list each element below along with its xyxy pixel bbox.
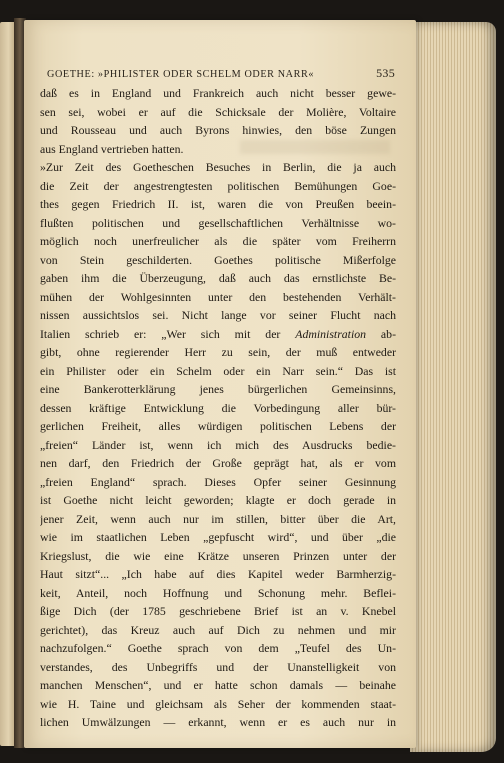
running-title: GOETHE: »PHILISTER ODER SCHELM ODER NARR«: [47, 69, 315, 80]
text-line: jener Zeit, wenn auch nur im stillen, bitter über die Art,: [40, 511, 396, 526]
emphasized-term: Administration: [295, 326, 367, 341]
stacked-page-edges: [410, 22, 496, 752]
text-line: und Rousseau und auch Byrons hinwies, den böse Zungen: [40, 123, 396, 137]
text-line: ein Philister oder ein Schelm oder ein Narr sein.“ Das ist: [40, 363, 396, 378]
text-line: nissen aussichtslos sei. Nicht lange vor seiner Flucht nach: [40, 308, 396, 322]
page-number: 535: [376, 66, 395, 80]
text-line: ßige Dich (der 1785 geschriebene Brief ist an v. Knebel: [40, 604, 396, 618]
text-line: wie im staatlichen Leben „gepfuscht wird“, und über „die: [40, 530, 396, 544]
text-line: »Zur Zeit des Goetheschen Besuches in Berlin, die ja auch: [40, 160, 396, 174]
text-line: „freien“ Länder ist, wenn ich mich des Ausdrucks bedie-: [40, 437, 396, 452]
text-line: gibt, ohne regierender Herr zu sein, der muß entweder: [40, 345, 396, 359]
text-line: daß es in England und Frankreich auch nicht besser gewe-: [40, 86, 396, 100]
text-line: manchen Menschen“, und er hatte schon damals — beinahe: [40, 678, 396, 692]
text-line: keit, Anteil, noch Hoffnung und Schonung mehr. Beflei-: [40, 585, 396, 600]
text-line: dessen kräftige Entwicklung die Vorbedingung aller bür-: [40, 400, 396, 415]
text-line: nen darf, den Friedrich der Große geprägt hat, als er vom: [40, 456, 396, 470]
previous-page-edge: [0, 22, 14, 746]
text-line: gerichtet), das Kreuz auch auf Dich zu nehmen und mir: [40, 622, 396, 637]
text-line: „freien England“ sprach. Dieses Opfer seiner Gesinnung: [40, 474, 396, 489]
text-line: gerlichen Freiheit, alles würdigen politischen Lebens der: [40, 419, 396, 433]
text-line: möglich noch unerfreulicher als die später vom Freiherrn: [40, 234, 396, 248]
text-line: ist Goethe nicht leicht geworden; klagte er doch gerade in: [40, 493, 396, 507]
text-line: sen sei, wobei er auf die Schicksale der Molière, Voltaire: [40, 104, 396, 119]
text-line: die Zeit der angestrengtesten politischen Bemühungen Goe-: [40, 178, 396, 193]
running-head: [47, 66, 395, 81]
text-line: thes gegen Friedrich II. ist, waren die von Preußen beein-: [40, 197, 396, 211]
text-line: aus England vertrieben hatten.: [40, 141, 184, 156]
text-line: von Stein geschilderten. Goethes politische Mißerfolge: [40, 252, 396, 267]
text-line: wie H. Taine und gleichsam als Seher der kommenden staat-: [40, 696, 396, 711]
body-text: [40, 84, 396, 732]
text-line: Haut sitzt“... „Ich habe auf dies Kapitel weder Barmherzig-: [40, 567, 396, 581]
text-line: verstandes, des Unbegriffs und der Unanstelligkeit von: [40, 659, 396, 674]
text-line: eine Bankerotterklärung jenes bürgerlichen Gemeinsinns,: [40, 382, 396, 396]
text-line: lichen Umwälzungen — erkannt, wenn er es auch nur in: [40, 715, 396, 729]
text-line: Italien schrieb er: „Wer sich mit der Administration ab-: [40, 326, 396, 341]
text-line: gaben ihm die Überzeugung, daß auch das ernstlichste Be-: [40, 271, 396, 285]
text-line: nachzufolgen.“ Goethe sprach von dem „Teufel des Un-: [40, 641, 396, 655]
text-line: Kriegslust, die wie eine Krätze unseren Prinzen unter der: [40, 548, 396, 563]
text-line: flußten politischen und gesellschaftlichen Verhältnisse wo-: [40, 215, 396, 230]
text-line: mühen der Wohlgesinnten unter den bestehenden Verhält-: [40, 289, 396, 304]
